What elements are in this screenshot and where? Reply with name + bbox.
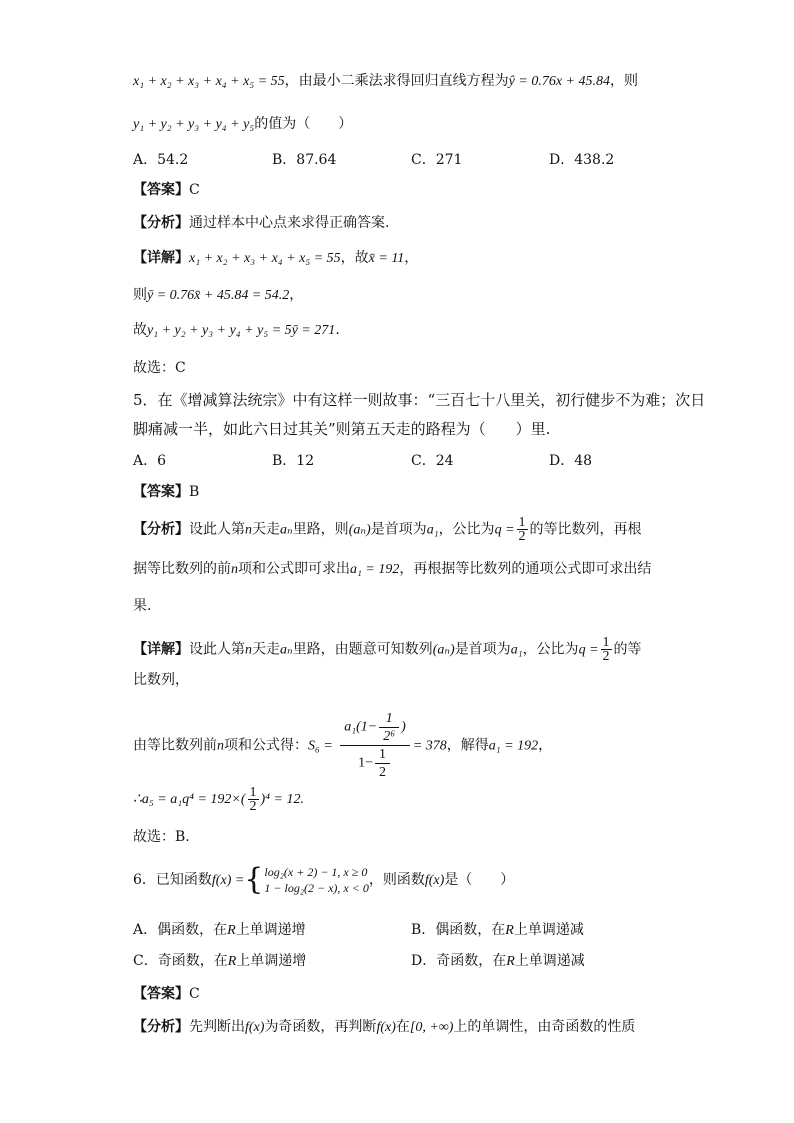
q4-option-c: C．271 xyxy=(411,152,463,168)
q4-option-b: B．87.64 xyxy=(272,152,337,168)
q5-stem-line2: 脚痛减一半，如此六日过其关”则第五天走的路程为（ ）里. xyxy=(133,420,551,438)
q5-stem-line1: 5．在《增减算法统宗》中有这样一则故事：“三百七十八里关，初行健步不为难；次日 xyxy=(133,391,706,409)
q6-answer: 【答案】C xyxy=(133,986,200,1002)
q4-option-d: D．438.2 xyxy=(549,152,615,168)
q5-analysis-line2: 据等比数列的前n项和公式即可求出a₁ = 192，再根据等比数列的通项公式即可求出结 xyxy=(133,561,652,577)
q6-option-c: C．奇函数，在R上单调递增 xyxy=(133,953,307,969)
sum-formula-fraction: a₁(1− $\frac{1}{\text{2⁶}}$ ) 1− $\frac{1}{2}$ xyxy=(340,712,410,779)
sum-x-equation: x₁ + x₂ + x₃ + x₄ + x₅ = 55 xyxy=(133,74,285,89)
q5-answer: 【答案】B xyxy=(133,484,200,500)
q6-analysis: 【分析】先判断出f(x)为奇函数，再判断f(x)在[0, +∞)上的单调性，由奇函数的性质 xyxy=(133,1019,636,1035)
q6-option-a: A．偶函数，在R上单调递增 xyxy=(133,922,306,938)
q4-stem-line1: x₁ + x₂ + x₃ + x₄ + x₅ = 55，由最小二乘法求得回归直线方程为ŷ = 0.76x + 45.84，则 xyxy=(133,73,638,89)
regression-equation: ŷ = 0.76x + 45.84 xyxy=(508,74,610,89)
q5-option-d: D．48 xyxy=(549,453,593,469)
q4-choose: 故选：C xyxy=(133,360,186,376)
q5-option-b: B．12 xyxy=(272,453,315,469)
q5-choose: 故选：B. xyxy=(133,829,190,845)
q4-analysis: 【分析】通过样本中心点来求得正确答案. xyxy=(133,215,390,231)
q5-detail-line4: ∴a₅ = a₁q⁴ = 192×( $\frac{1}{2}$ )⁴ = 12. xyxy=(133,784,304,814)
piecewise-cases: log₂(x + 2) − 1, x ≥ 0 1 − log₂(2 − x), x < 0 xyxy=(264,865,369,895)
q5-detail-line2: 比数列， xyxy=(133,672,189,688)
q5-option-c: C．24 xyxy=(411,453,454,469)
q4-step1: 则ȳ = 0.76x̄ + 45.84 = 54.2， xyxy=(133,287,304,303)
q4-detail: 【详解】x₁ + x₂ + x₃ + x₄ + x₅ = 55，故x̄ = 11， xyxy=(133,250,419,266)
q5-option-a: A．6 xyxy=(133,453,167,469)
q4-option-a: A．54.2 xyxy=(133,152,189,168)
q5-analysis-line3: 果. xyxy=(133,598,152,614)
q4-step2: 故y₁ + y₂ + y₃ + y₄ + y₅ = 5ȳ = 271. xyxy=(133,322,340,338)
q5-detail-ratio-fraction: $\frac{1}{2}$ xyxy=(602,635,610,664)
q4-stem-line2: y₁ + y₂ + y₃ + y₄ + y₅的值为（ ） xyxy=(133,116,353,132)
q6-stem: 6．已知函数f(x) ={ log₂(x + 2) − 1, x ≥ 0 1 − log₂(2 − x), x < 0 ，则函数f(x)是（ ） xyxy=(133,862,515,897)
piecewise-brace: { xyxy=(244,862,264,897)
q5-detail-line3: 由等比数列前n项和公式得：S₆ = a₁(1− $\frac{1}{\text{2⁶}}$ ) 1− $\frac{1}{2}$ = 378，解得a₁ = 192， xyxy=(133,711,553,780)
q5-detail-line1: 【详解】设此人第n天走aₙ里路，由题意可知数列(aₙ)是首项为a₁，公比为q = $\frac{1}{2}$ 的等 xyxy=(133,635,642,664)
q5-ratio-fraction: $\frac{1}{2}$ xyxy=(518,515,526,544)
q5-analysis-line1: 【分析】设此人第n天走aₙ里路，则(aₙ)是首项为a₁，公比为q = $\frac{1}{2}$ 的等比数列，再根 xyxy=(133,515,642,544)
q4-answer: 【答案】C xyxy=(133,182,200,198)
q6-option-d: D．奇函数，在R上单调递减 xyxy=(411,953,585,969)
sum-y-expression: y₁ + y₂ + y₃ + y₄ + y₅ xyxy=(133,117,255,132)
q6-option-b: B．偶函数，在R上单调递减 xyxy=(411,922,584,938)
